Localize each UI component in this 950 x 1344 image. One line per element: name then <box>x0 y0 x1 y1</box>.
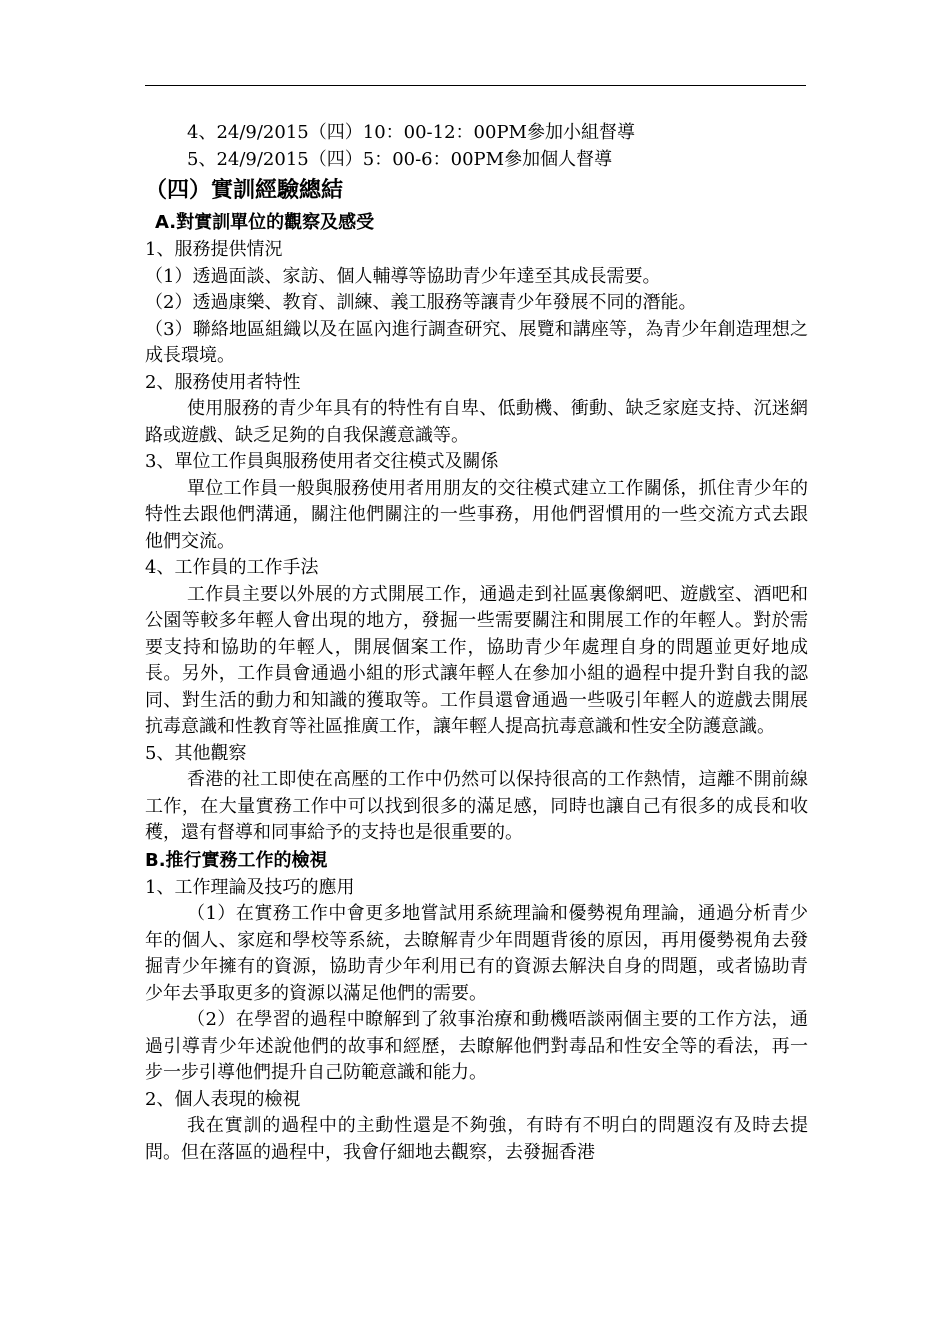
list-item: （2）透過康樂、教育、訓練、義工服務等讓青少年發展不同的潛能。 <box>145 292 697 313</box>
paragraph: 單位工作員一般與服務使用者用朋友的交往模式建立工作關係，抓住青少年的特性去跟他們溝通，關注他們關注的一些事務，用他們習慣用的一些交流方式去跟他們交流。 <box>145 477 808 552</box>
paragraph: （2）在學習的過程中瞭解到了敘事治療和動機唔談兩個主要的工作方法，通過引導青少年述說他們的故事和經歷，去瞭解他們對毒品和性安全等的看法，再一步一步引導他們提升自己防範意識和能力。 <box>145 1009 808 1083</box>
schedule-item: 5、24/9/2015（四）5：00-6：00PM參加個人督導 <box>187 148 613 170</box>
subsection-title: 3、單位工作員與服務使用者交往模式及關係 <box>145 451 499 472</box>
part-b-title: B.推行實務工作的檢視 <box>145 849 328 871</box>
subsection-title: 1、工作理論及技巧的應用 <box>145 876 355 898</box>
list-item: （1）透過面談、家訪、個人輔導等協助青少年達至其成長需要。 <box>145 265 661 287</box>
header-rule <box>145 85 806 86</box>
list-item: （3）聯絡地區組織以及在區內進行調查研究、展覽和講座等，為青少年創造理想之成長環境。 <box>145 318 808 366</box>
paragraph: （1）在實務工作中會更多地嘗試用系統理論和優勢視角理論，通過分析青少年的個人、家庭和學校等系統，去瞭解青少年問題背後的原因，再用優勢視角去發掘青少年擁有的資源，協助青少年利用已有的資源去解決自身的問題，或者協助青少年去爭取更多的資源以滿足他們的需要。 <box>145 903 808 1004</box>
part-a-title: A.對實訓單位的觀察及感受 <box>155 212 375 233</box>
paragraph: 使用服務的青少年具有的特性有自卑、低動機、衝動、缺乏家庭支持、沉迷網路或遊戲、缺乏足夠的自我保護意識等。 <box>145 398 808 446</box>
subsection-title: 2、個人表現的檢視 <box>145 1088 301 1110</box>
section-title: （四）實訓經驗總結 <box>145 178 344 203</box>
paragraph: 我在實訓的過程中的主動性還是不夠強，有時有不明白的問題沒有及時去提問。但在落區的過程中，我會仔細地去觀察，去發掘香港 <box>145 1115 808 1163</box>
subsection-title: 2、服務使用者特性 <box>145 371 301 393</box>
paragraph: 香港的社工即使在高壓的工作中仍然可以保持很高的工作熱情，這離不開前線工作，在大量實務工作中可以找到很多的滿足感，同時也讓自己有很多的成長和收穫，還有督導和同事給予的支持也是很重要的。 <box>145 769 808 843</box>
paragraph: 工作員主要以外展的方式開展工作，通過走到社區裏像網吧、遊戲室、酒吧和公園等較多年輕人會出現的地方，發掘一些需要關注和開展工作的年輕人。對於需要支持和協助的年輕人，開展個案工作，協助青少年處理自身的問題並更好地成長。另外，工作員會通過小組的形式讓年輕人在參加小組的過程中提升對自我的認同、對生活的動力和知識的獲取等。工作員還會通過一些吸引年輕人的遊戲去開展抗毒意識和性教育等社區推廣工作，讓年輕人提高抗毒意識和性安全防護意識。 <box>145 583 808 737</box>
subsection-title: 4、工作員的工作手法 <box>145 557 319 578</box>
subsection-title: 1、服務提供情況 <box>145 239 283 260</box>
document-body <box>145 120 808 1166</box>
schedule-item: 4、24/9/2015（四）10：00-12：00PM參加小組督導 <box>187 122 635 143</box>
subsection-title: 5、其他觀察 <box>145 742 247 764</box>
